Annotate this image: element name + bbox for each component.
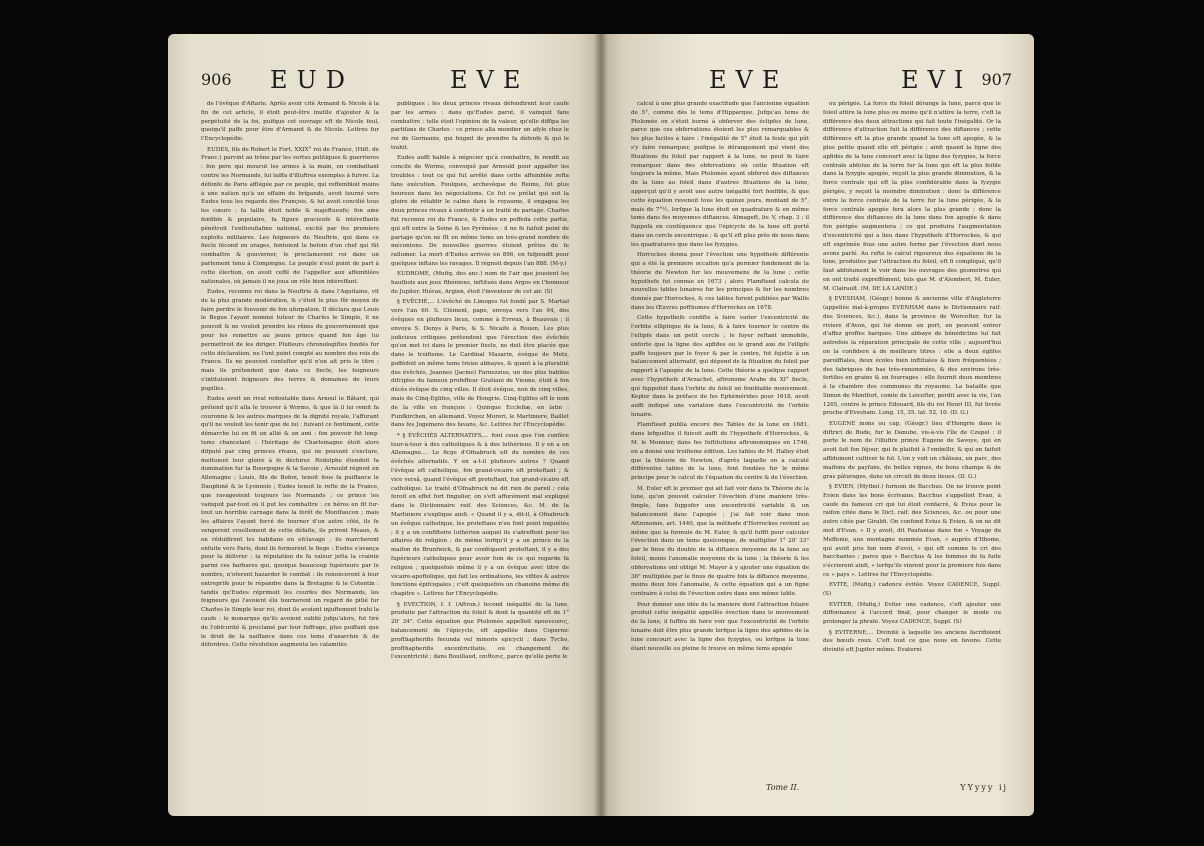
paragraph: EUGENE mons ou cap, (Géogr.) lieu d'Hongrie dans le diftrict de Bude, fur le Danube, vis-à-vis l'île de Czepel : il porte le nom de l'illuftre prince Eugene de Savoye, qui en avoit fait fon féjour, qui fe plaifoit à l'embellir, & qui en faifoit affidument cultiver le fol. L'on y voit un château, un parc, des maifons de payfans, de belles vignes, de bons champs & de gras pâturages, dans un circuit de deux lieues. (D. G.) [823, 420, 1001, 480]
paragraph: § EVECTION, f. f. (Aftron.) fecond inégalité de la lune, produite par l'attraction du foleil & dont la quantité eft de 1° 20' 34". Cette équation que Ptolomée appelloit προσνευσις, balancement de l'épicycle, eft appellée dans Copernic profthapherifis fecunda vel minoris epicycli ; dans Tycho, profthapherifis excentricitatis, ou changement de l'excentricité ; dans Bouillaud, επιθεσις, parce qu'elle porte le [391, 601, 569, 661]
paragraph: Eudes, reconnu roi dans la Neuftrie & dans l'Aquitaine, vit de la plus grande modération, & c'étoit le plus fûr moyen de faire perdre le fouvenir de fon ufurpation. Il déclara que Louis le Begue l'ayant nommé tuteur de Charles le Simple, il ne pouvoit & ne vouloit prendre les rênes du gouvernement que pour les remettre au jeune prince quand fon âge lui permettroit de les diriger. Plufieurs chronologiftes fondés fur cette déclaration, ne l'ont point compté au nombre des rois de France. Ils ne peuvent contefter qu'il n'en ait pris le titre ; mais ils prétendent que dans ce fiecle, les feigneurs s'intituloient feigneurs des terres & domaines de leurs pupilles. [201, 288, 379, 392]
paragraph: Cette hypothefe confifte à faire varier l'excentricité de l'orbite elliptique de la lune, & à faire tourner le centre de l'ellipfe dans un petit cercle ; le foyer reftant immobile, enforte que la ligne des apfides ou le grand axe de l'ellipfe paffe toujours par le foyer & par le centre, fut fujette à un balancement alternatif, qui dépend de la fituation du foleil par rapport à l'apogée de la lune. Cette théorie a quelque rapport avec l'hypothefe d'Arzachel, aftronome Arabe du XI° fiecle, qui fuppofoit dans l'orbite du foleil un femblable mouvement. Kepler dans la préface de fes Ephémérides pour 1618, avoit auffi indiqué une variation dans l'excentricité de l'orbite lunaire. [631, 315, 809, 419]
paragraph: EUDROME, (Mufiq. des anc.) nom de l'air que jouoient les hautbois aux jeux fthéniens, inftitués dans Argos en l'honneur de Jupiter. Hiérax, Argien, étoit l'inventeur de cet air. (S) [391, 271, 569, 295]
paragraph: Eudes avoit un rival redoutable dans Arnoul le Bâtard, qui prétend qu'il alla le trouver à Worms, & que là il lui remit fa couronne & les autres marques de la dignité royale, l'affurant qu'il ne vouloit les tenir que de lui : fuivant ce fentiment, cette démarche lui en fit un allié & un ami : fon pouvoir fut long-tems chancelant : l'héritage de Charlemagne étoit alors difputé par cinq princes rivaux, qui ne pouvant s'exclure, mettoient leur gloire à fe déchirer. Rodolphe étendoit fa domination fur la Bourgogne & la Savoie ; Arnould régnoit en Allemagne ; Louis, fils de Bofon, tenoit fous fa puiffance le Dauphiné & le Lyonnois ; Eudes tenoit le refte de la France, que ravageoient toujours les Normands ; ce prince les vainquit par-tout où il put les combattre : ce héros en fit fur-tout un horrible carnage dans la forêt de Montfaucon ; mais les affaires l'ayant forcé de tourner d'un autre côté, ils fe vengerent cruellement de cette défaite, ils prirent Meaux, & en réduifirent les habitans en efclavage ; ils marcherent enfuite vers Paris, dont ils formerent le fiege : Eudes s'avança pour la délivrer ; la réputation de fa valeur jetta la crainte parmi ces barbares qui, quoique beaucoup fupérieurs par le nombre, n'oferent hazarder le combat : ils renoncerent à leur entreprife pour fe répandre dans la Bretagne & le Cotentin : tandis qu'Eudes réprimoit les courfes des Normands, les feigneurs qui l'avoient élu tournerent un regard de pitié fur Charles le Simple leur roi, dont ils avoient injuftement trahi la caufe : le monarque qu'ils avoient oublié jufqu'alors, fut tiré de l'obfcurité & proclamé par leur fuffrage, plus puiffant que le droit de la naiffance dans ces tems d'anarchie & de défordres. Cette révolution augmenta les calamités [201, 396, 379, 649]
running-head-right: EVI [901, 66, 973, 94]
paragraph: § EVITERNE,... Divinité à laquelle les anciens facrifioient des bœufs roux. C'eft tout ce que nous en favons. Cette divinité eft Jupiter même. Evaterni [823, 629, 1001, 654]
open-book [168, 34, 1034, 816]
paragraph: EVITE, (Mufiq.) cadence évitée. Voyez CADENCE, Suppl. (S) [823, 582, 1001, 598]
paragraph: Horrockes donna pour l'évection une hypothefe différente qui a été la premiere occafion qu'a permier fondement de la théorie de Newton fur les mouvemens de la lune ; cette hypothefe fut connue en 1673 ; alors Flamfteed calcula de nouvelles tables lunaires fur les principes & fur les nombres donnés par Horrockes, & ces tables furent publiées par Wallis dans les Œuvres pofthumes d'Horrockes en 1678. [631, 252, 809, 311]
text-column-1 [201, 100, 379, 790]
text-column-2 [391, 100, 569, 790]
signature-mark: YYyyy ij [960, 783, 1008, 792]
left-page [168, 34, 601, 816]
paragraph: § EVÊCHÉ,... L'évêché de Limoges fut fondé par S. Martial vers l'an 60. S. Clément, pape, envoya vers l'an 94, des évêques en plufieurs lieux, comme à Evreux, à Beauvais ; il envoya S. Denys à Paris, & S. Nicaife à Rouen. Les plus judicieux critiques prétendent que l'érection des évêchés qu'on met ici dans le premier fiecle, ne doit être placée que dans le troifieme. Le Cardinal Mazarin, évêque de Metz, poffédoit en même tems treize abbayes, & quant à la pluralité des évêchés, Jeannes (Jacme) Farnezzius, un des plus habiles difciples du fameux profeffeur Gratiani de Vienne, étoit à fon décès évêque de cinq villes. Il étoit évêque, non de cinq villes, mais de Cinq-Eglifes, ville de Hongrie. Cinq-Eglifes eft le nom de la ville en françois : Quinque Ecclefiæ, en latin : Funfkirchen, en allemand. Voyez Moreri, le Martiniere, Baillet dans fes Jugemens des favans, &c. Lettres fur l'Encyclopédie. [391, 299, 569, 429]
paragraph: publiques ; les deux princes rivaux défendirent leur caufe par les armes : dans qu'Eudes parut, il vainquit fans combattre : telle étoit l'opinion de fa valeur, qu'elle diffipa les partifans de Charles : ce prince alla mendier un afyle chez le roi de Germanie, qui feignit de prendre fa défenfe & qui le trahit. [391, 101, 569, 151]
page-header [601, 66, 1034, 96]
volume-label: Tome II. [766, 783, 800, 792]
paragraph: § EVESHAM, (Géogr.) bonne & ancienne ville d'Angleterre (appellée mal-à-propos EVENHAM dans le Dictionnaire raif. des Sciences, &c.), dans la province de Worcefter, fur la riviere d'Avon, qui lui donne un port, en peuvent entrer d'affez groffes barques. Une abbaye de bénédictins lui fait autrefois la réparation principale de cette ville ; aujourd'hui on la confidere à de meilleurs titres : elle a deux églifes paroiffiales, deux écoles bien inftituées & bien fréquentées ; des fabriques de bas très-renommées, & des environs très-fertiles en grains & en fourrages : elle fournit deux membres à la chambre des communes du royaume. La bataille que Simon de Montfort, comte de Leicefter, perdit avec la vie, l'an 1265, contre le prince Edouard, fils du roi Henri III, fut livrée proche d'Evesham. Long. 15, 35. lat. 52, 10. (D. G.) [823, 296, 1001, 417]
paragraph: ou périgée. La force du foleil dérange la lune, parce que le foleil attire la lune plus ou moins qu'il n'attire la terre, c'eft la différence des deux attractions qui fait toute l'inégalité. Or la différence d'attraction fuit la différence des diftances ; cette différence eft la plus grande quand la lune eft apogée, & la plus petite quand elle eft périgée ; ainfi quand la ligne des apfides de la lune concourt avec la ligne des fyzygies, la force centrale abfolue de la terre fur la lune qui eft la plus foible dans la fyzygie apogée, reçoit la plus grande diminution, & la force centrale qui eft la plus confidérable dans la fyzygie périgée, y reçoit la moindre diminution : donc la différence entre la force centrale de la terre fur la lune périgée, & la force centrale apogée fera alors la plus grande ; donc la différence des diftances de la lune dans fon apogée & dans fon périgée augmentera ; ce qui produira l'augmentation d'excentricité qui a lieu dans l'hypothefe d'Horrockes, & qui eft exprimée fous une autre forme par l'évection dont nous avons parlé. Au refte le calcul rigoureux des équations de la lune, produites par l'attraction du foleil, eft fi compliqué, qu'il faut abfolument le voir dans les ouvrages des géometres qui en ont traité expreffément, tels que M. d'Alembert, M. Euler, M. Clairault. (M. DE LA LANDE.) [823, 101, 1001, 292]
paragraph: Eudes auffi habile à négocier qu'à combattre, fe rendit au concile de Worms, convoqué par Arnould pour appaifer les troubles : tout ce qui fut arrêté dans cette affemblée refta fans exécution. Foulques, archevêque de Reims, fut plus heureux dans les négociations. Ce fut ce prélat qui eut la gloire de rétablir le calme dans le royaume, il engagea les deux princes rivaux à confentir à un traité de partage. Charles fut reconnu roi de France, & Eudes en poffeda cette partie, qui eft entre la Seine & les Pyrénées : il ne fe faifoit point de partage qu'on ne fît en même tems un très-grand nombre de mécontens. De nouvelles guerres étoient prêtes de fe rallumer. La mort d'Eudes arrivée en 896, en fufpendit pour quelques inftans les ravages. Il régnoit depuis l'an 888. (M-y.) [391, 155, 569, 267]
right-page [601, 34, 1034, 816]
paragraph: EUDES, fils de Robert le Fort, XXIX° roi de France, (Hift. de Franc.) parvint au trône par les vertus politiques & guerrieres : fon pere qui mourut les armes à la main, en combattant contre les Normands, lui laiffa d'illuftres exemples à fuivre. La défenfe de Paris affiégée par ce peuple, qui reffembloit moins à une nation qu'à un effaim de brigands, avoit tourné vers Eudes tous les regards des François, & lui avoit concilié tous les cœurs : fa taille étoit noble & majeftueufe; fon ame fenfible & populaire, fa figure gracieufe & intéreffante pénétroit l'enthoufiafme national, excité par fes premiers exploits militaires. Les feigneurs de Neuftrie, qui dans ce fiecle fécond en orages, fentoient le befoin d'un chef qui fût combattre & gouverner, le proclamerent roi dans un parlement tenu à Compiegne. Le peuple n'eut point de part à cette élection, on avoit ceffé de l'appeller aux affemblées nationales, où jamais il ne joua un rôle bien intéreffant. [201, 146, 379, 285]
running-head-left: EUD [270, 66, 354, 94]
page-number: 906 [201, 70, 232, 89]
running-head-right: EVE [450, 66, 530, 94]
paragraph: EVITER, (Mufiq.) Eviter une cadence, c'eft ajouter une diffonnance à l'accord final, pour changer le mode ou prolonger la phrafe. Voyez CADENCE, Suppl. (S) [823, 601, 1001, 626]
page-number: 907 [981, 70, 1012, 89]
paragraph: Pour donner une idée de la maniere dont l'attraction folaire produit cette inégalité appellée évection dans le mouvement de la lune, il fuffira de faire voir que l'excentricité de l'orbite lunaire doit être plus grande lorfque la ligne des apfides de la lune concourt avec la ligne des fyzygies, ou lorfque la lune étant nouvelle ou pleine fe trouve en même tems apogée [631, 601, 809, 652]
text-column-1 [631, 100, 809, 790]
running-head-left: EVE [709, 66, 789, 94]
paragraph: * § ÉVÊCHÉS ALTERNATIFS,... font ceux que l'on confère tour-à-tour à des catholiques & à des luthériens. Il y en a en Allemagne.... Le ficge d'Ofnabruck eft du nombre de ces évêchés alternatifs. Y en a-t-il plufieurs autres ? Quand l'évêque eft catholique, fon grand-vicaire eft proteftant ; & vice versâ, quand l'évêque eft proteftant, fon grand-vicaire eft catholique. Le traité d'Ofnabruck ne dit rien de pareil ; cela feroit en effet fort fingulier, on s'eft affurément mal expliqué dans le Dictionnaire raif. des Sciences, &c. M. de la Martiniere s'explique ainfi. « Quand il y a, dit-il, à Ofnabruck un évêque catholique, les proteftans n'en font point inquiétés ; il y a un confiftoire luthérien auquel ils s'adreffent pour les affaires de religion ; de même lorfqu'il y a un prince de la maifon de Brunfwick, & par conféquent proteftant, il y a des fupérieurs catholiques pour avoir foin de ce qui regarde fa religion ; quelquefois même il y a un évêque avec titre de vicaire-apoftolique, qui fait les ordinations, les vifites & autres fonctions épifcopales ; c'eft quelquefois un chanoine même du chapitre ». Lettres fur l'Encyclopédie. [391, 432, 569, 598]
paragraph: § EVIEN, (Mythol.) furnom de Bacchus. On ne trouve point Evien dans les bons écrivains. Bacchus s'appelloit Evan, à caufe du fameux cri qui lui étoit confacré, & Evius pour la raifon citée dans le Dict. raif. des Sciences, &c. ou pour une autre citée par Giraldi. On confond Evius & Evien, & on ne dit mot d'Evan. « Il y avoit, dit Paufanias dans fon » Voyage de Meffenie, une montagne nommée Evan, » auprès d'Ithome, qui avoit pris fon nom d'evoi, » qui eft comme le cri des bacchantes ; parce que » Bacchus & les femmes de fa fuite s'écrierent ainfi, » lorfqu'ils vinrent pour la premiere fois dans ce » pays ». Lettres fur l'Encyclopédie. [823, 484, 1001, 579]
paragraph: de l'évêque d'Aftarie. Après avoir cité Armand & Nicole à la fin de cet article, il étoit peut-être inutile d'ajouter & la perpétuité de la foi, puifque cet ouvrage eft de Nicole feul, quoiqu'il paffe pour être d'Armand & de Nicole. Lettres fur l'Encyclopédie. [201, 101, 379, 143]
paragraph: Flamfteed publia encore des Tables de la lune en 1681, dans lefquelles il fuivoit auffi de l'hypothefe d'Horrockes, & M. le Monnier, dans fes Inftitutions aftronomiques en 1746, en a donné une troifieme édition. Les tables de M. Halley étoit que la théorie de Newton, d'après laquelle on a calculé différentes tables de la lune, font fondées fur le même principe pour le calcul de l'équation du centre & de l'évection. [631, 422, 809, 482]
paragraph: calcul à une plus grande exactitude que l'ancienne équation de 5°, comme dès le tems d'Hipparque. Jufqu'au tems de Ptolomée on s'étoit borné à obferver des éclipfes de lune, parce que ces obfervations étoient les plus remarquables & les plus faciles à faire : l'inégalité de 5° étoit la feule qui pût s'y faire remarquer, puifque le dérangement qui vient des fituations du foleil par rapport à la lune, ne peut fe faire remarquer dans des obfervations où cette fituation eft toujours la même. Mais Ptolomée ayant obfervé des diftances de la lune au foleil dans d'autres fituations de la lune, apperçut qu'il y avoit une autre inégalité fort fenfible, & que cette équation revenoit tous les quinze jours, montant de 5°, mais de 7°½, lorfque la lune étoit en quadrature & en même tems dans fes moyennes diftances. Almageft, liv. V, chap. 3 ; il fuppofa en conféquence que l'épicycle de la lune eft porté dans un cercle excentrique ; & qu'il eft plus près de nous dans les quadratures que dans les fyzygies. [631, 101, 809, 248]
text-column-2 [823, 100, 1001, 790]
paragraph: M. Euler eft le premier qui ait fait voir dans fa Théorie de la lune, qu'on pouvoit calculer l'évection d'une maniere très-fimple, fans fuppofer une excentricité variable & un balancement dans l'apogée ; j'ai fait voir dans mon Aftronomie, art. 1440, que la méthode d'Horrockes revient au même que la formule de M. Euler, & qu'il fuffit pour calculer l'évection dans un tems quelconque, de multiplier 1° 20' 33" par le finus du double de la diftance moyenne de la lune au foleil, moins l'anomalie moyenne de la lune ; la théorie & les obfervations ont obligé M. Mayer à y ajouter une équation de 36" multipliée par le finus de quatre fois la diftance moyenne, moins deux fois l'anomalie, & cette équation qui a un figne contraire à celui de l'évection entre dans une même table. [631, 485, 809, 598]
page-header [168, 66, 601, 96]
